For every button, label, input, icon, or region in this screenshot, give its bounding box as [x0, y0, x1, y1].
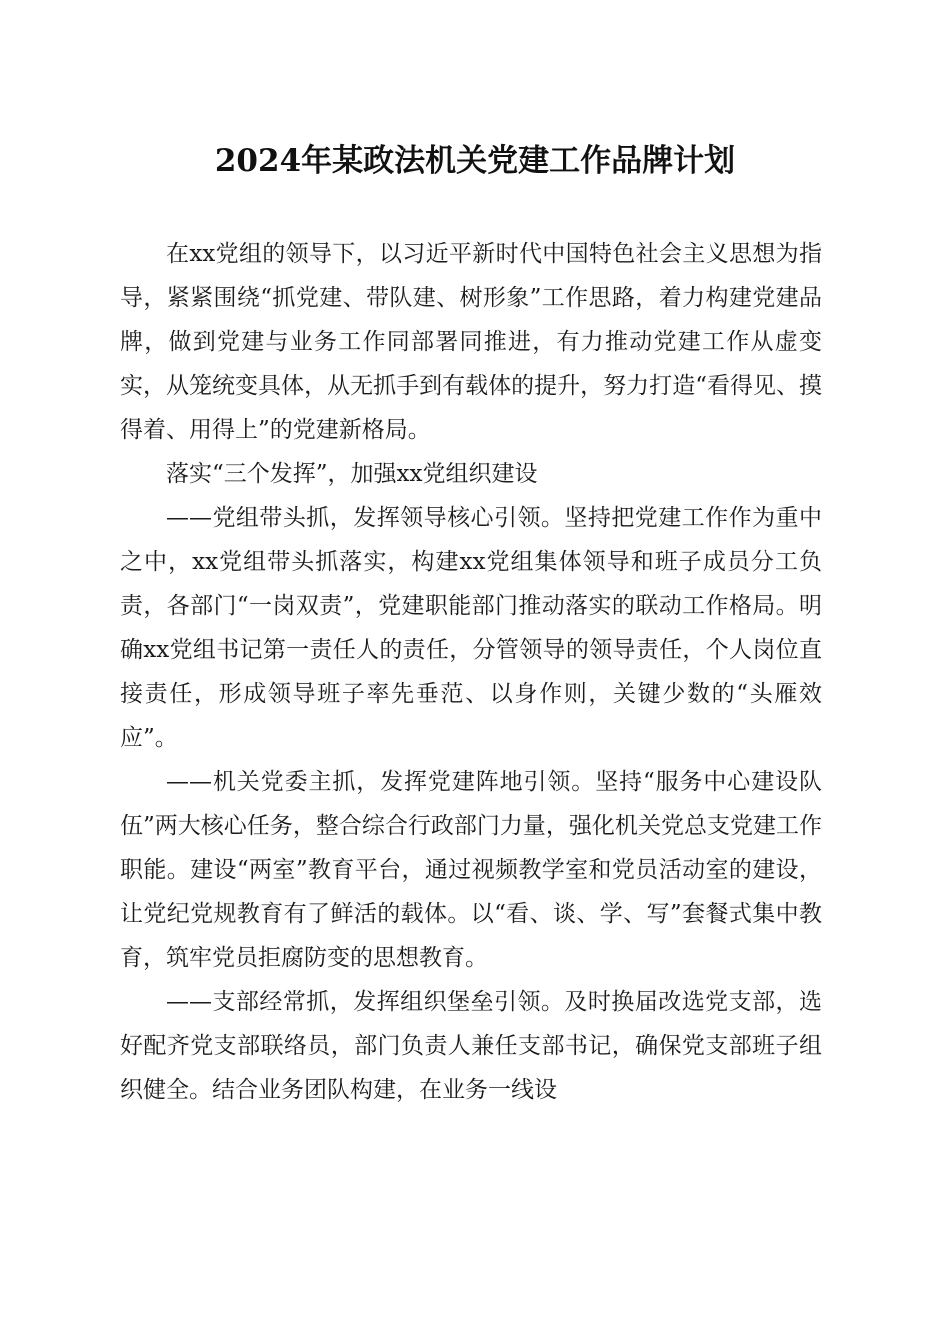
paragraph-intro: 在xx党组的领导下，以习近平新时代中国特色社会主义思想为指导，紧紧围绕“抓党建、带队建、树形象”工作思路，着力构建党建品牌，做到党建与业务工作同部署同推进，有力推动党建工作从虚变实，从笼统变具体，从无抓手到有载体的提升，努力打造“看得见、摸得着、用得上”的党建新格局。 — [120, 241, 822, 443]
document-title: 2024年某政法机关党建工作品牌计划 — [214, 143, 736, 179]
paragraph-party-group: ——党组带头抓，发挥领导核心引领。坚持把党建工作作为重中之中，xx党组带头抓落实，构建xx党组集体领导和班子成员分工负责，各部门“一岗双责”，党建职能部门推动落实的联动工作格局。明确xx党组书记第一责任人的责任，分管领导的领导责任，个人岗位直接责任，形成领导班子率先垂范、以身作则，关键少数的“头雁效应”。 — [120, 505, 822, 751]
paragraph-section-heading: 落实“三个发挥”，加强xx党组织建设 — [166, 461, 538, 487]
document-body — [120, 232, 822, 1112]
paragraph-party-committee: ——机关党委主抓，发挥党建阵地引领。坚持“服务中心建设队伍”两大核心任务，整合综合行政部门力量，强化机关党总支党建工作职能。建设“两室”教育平台，通过视频教学室和党员活动室的建设，让党纪党规教育有了鲜活的载体。以“看、谈、学、写”套餐式集中教育，筑牢党员拒腐防变的思想教育。 — [120, 769, 822, 971]
paragraph-branch: ——支部经常抓，发挥组织堡垒引领。及时换届改选党支部，选好配齐党支部联络员，部门负责人兼任支部书记，确保党支部班子组织健全。结合业务团队构建，在业务一线设 — [120, 989, 822, 1103]
